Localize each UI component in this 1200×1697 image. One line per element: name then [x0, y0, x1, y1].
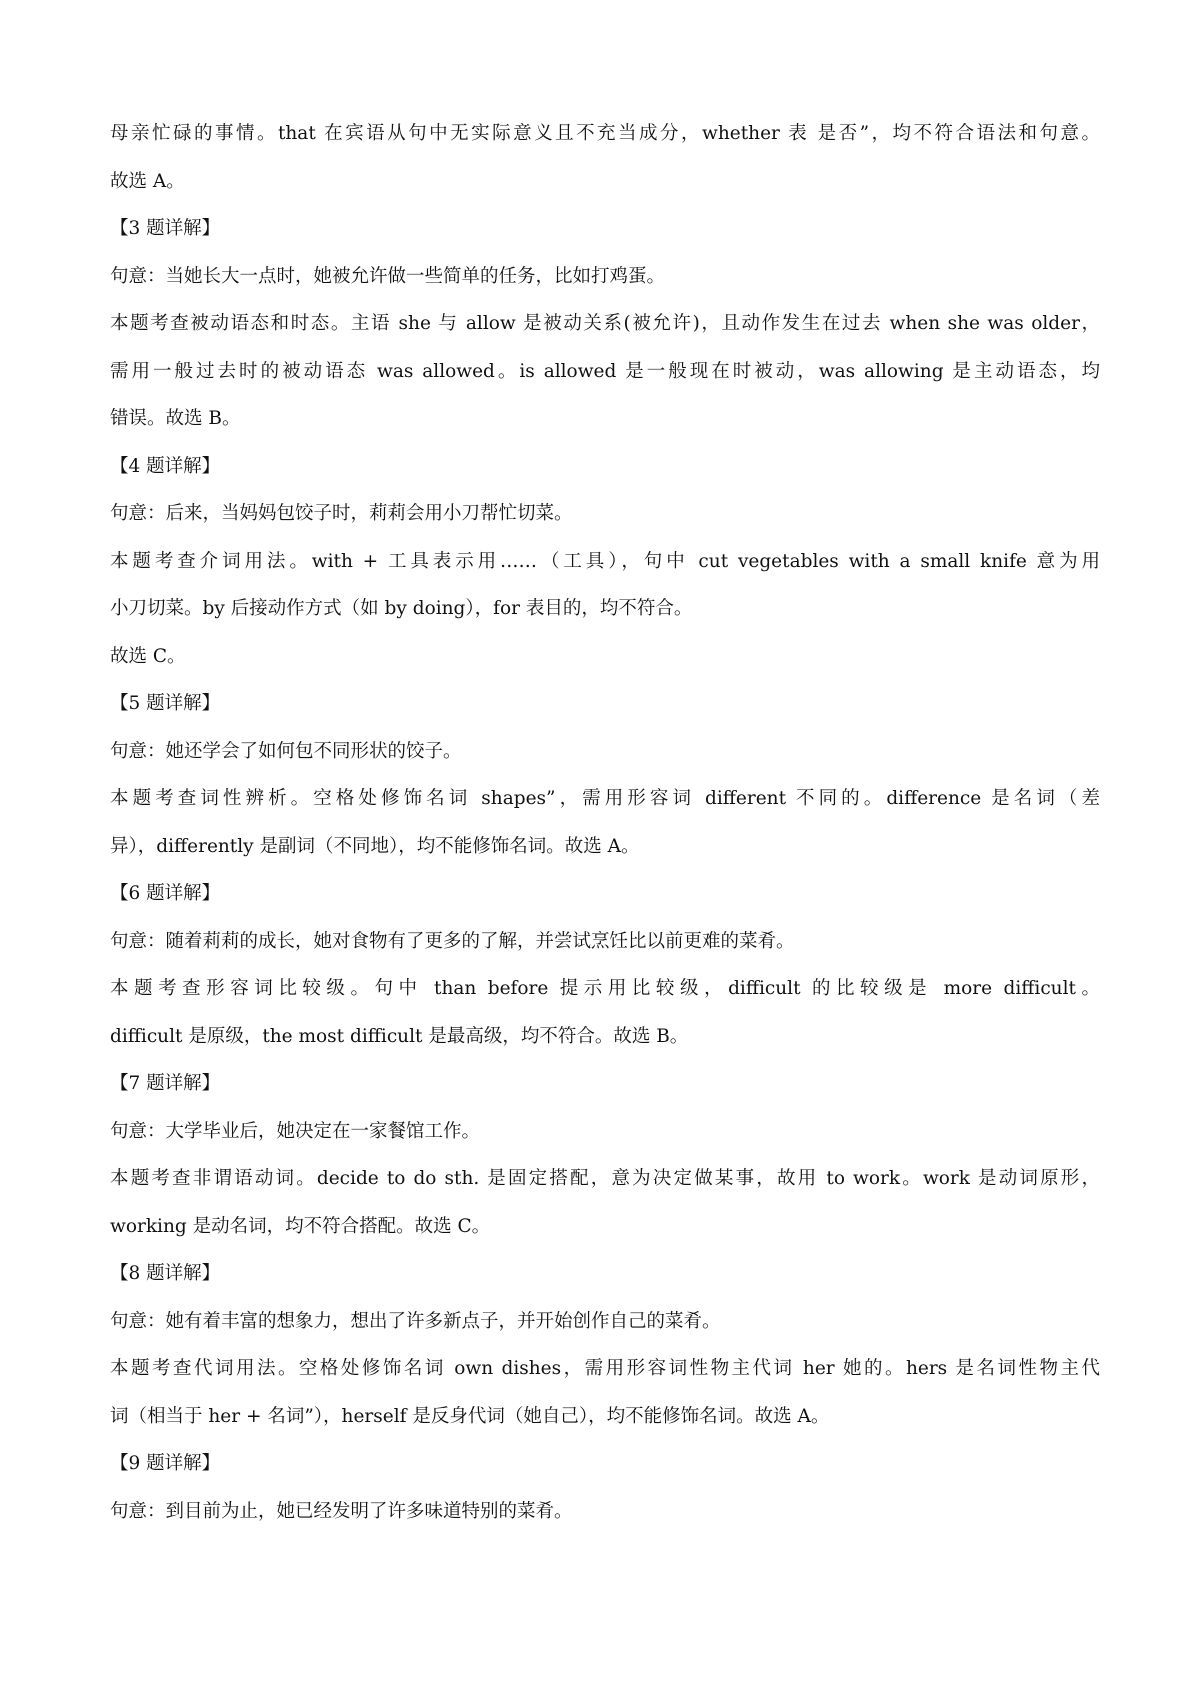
translation-9: 句意：到目前为止，她已经发明了许多味道特别的菜肴。 — [110, 1500, 573, 1522]
explanation-3-line-2: 需用一般过去时的被动语态 was allowed。is allowed 是一般现在时被动，was allowing 是主动语态，均 — [110, 360, 1100, 382]
translation-8: 句意：她有着丰富的想象力，想出了许多新点子，并开始创作自己的菜肴。 — [110, 1310, 721, 1332]
explanation-5-line-2: 异），differently 是副词（不同地），均不能修饰名词。故选 A。 — [110, 835, 640, 857]
translation-6: 句意：随着莉莉的成长，她对食物有了更多的了解，并尝试烹饪比以前更难的菜肴。 — [110, 930, 795, 952]
explanation-4-line-1: 本题考查介词用法。with + 工具表示用……（工具），句中 cut vegetables with a small knife 意为用 — [110, 550, 1100, 572]
text-line-2: 故选 A。 — [110, 170, 185, 192]
text-line-1: 母亲忙碌的事情。that 在宾语从句中无实际意义且不充当成分，whether 表 是否”，均不符合语法和句意。 — [110, 123, 1100, 144]
translation-3: 句意：当她长大一点时，她被允许做一些简单的任务，比如打鸡蛋。 — [110, 265, 666, 287]
explanation-7-line-2: working 是动名词，均不符合搭配。故选 C。 — [110, 1215, 491, 1237]
explanation-7-line-1: 本题考查非谓语动词。decide to do sth. 是固定搭配，意为决定做某事，故用 to work。work 是动词原形， — [110, 1168, 1100, 1189]
section-heading-7: 【7 题详解】 — [110, 1073, 221, 1094]
explanation-5-line-1: 本题考查词性辨析。空格处修饰名词 shapes”，需用形容词 different 不同的。difference 是名词（差 — [110, 788, 1100, 809]
section-heading-9: 【9 题详解】 — [110, 1453, 221, 1474]
section-heading-5: 【5 题详解】 — [110, 693, 221, 714]
section-heading-6: 【6 题详解】 — [110, 883, 221, 904]
translation-7: 句意：大学毕业后，她决定在一家餐馆工作。 — [110, 1120, 481, 1142]
section-heading-8: 【8 题详解】 — [110, 1263, 221, 1284]
section-heading-3: 【3 题详解】 — [110, 218, 221, 239]
explanation-3-line-3: 错误。故选 B。 — [110, 408, 241, 429]
translation-5: 句意：她还学会了如何包不同形状的饺子。 — [110, 740, 462, 762]
explanation-3-line-1: 本题考查被动语态和时态。主语 she 与 allow 是被动关系(被允许)，且动作发生在过去 when she was older， — [110, 313, 1100, 334]
explanation-8-line-1: 本题考查代词用法。空格处修饰名词 own dishes，需用形容词性物主代词 her 她的。hers 是名词性物主代 — [110, 1358, 1100, 1379]
document-page — [110, 110, 1100, 1535]
explanation-6-line-2: difficult 是原级，the most difficult 是最高级，均不符合。故选 B。 — [110, 1025, 689, 1047]
explanation-8-line-2: 词（相当于 her + 名词”），herself 是反身代词（她自己），均不能修饰名词。故选 A。 — [110, 1405, 830, 1427]
section-heading-4: 【4 题详解】 — [110, 455, 221, 477]
translation-4: 句意：后来，当妈妈包饺子时，莉莉会用小刀帮忙切菜。 — [110, 503, 573, 524]
explanation-4-line-2: 小刀切菜。by 后接动作方式（如 by doing），for 表目的，均不符合。 — [110, 598, 693, 619]
answer-4: 故选 C。 — [110, 645, 186, 667]
explanation-6-line-1: 本题考查形容词比较级。句中 than before 提示用比较级，difficult 的比较级是 more difficult。 — [110, 978, 1100, 999]
